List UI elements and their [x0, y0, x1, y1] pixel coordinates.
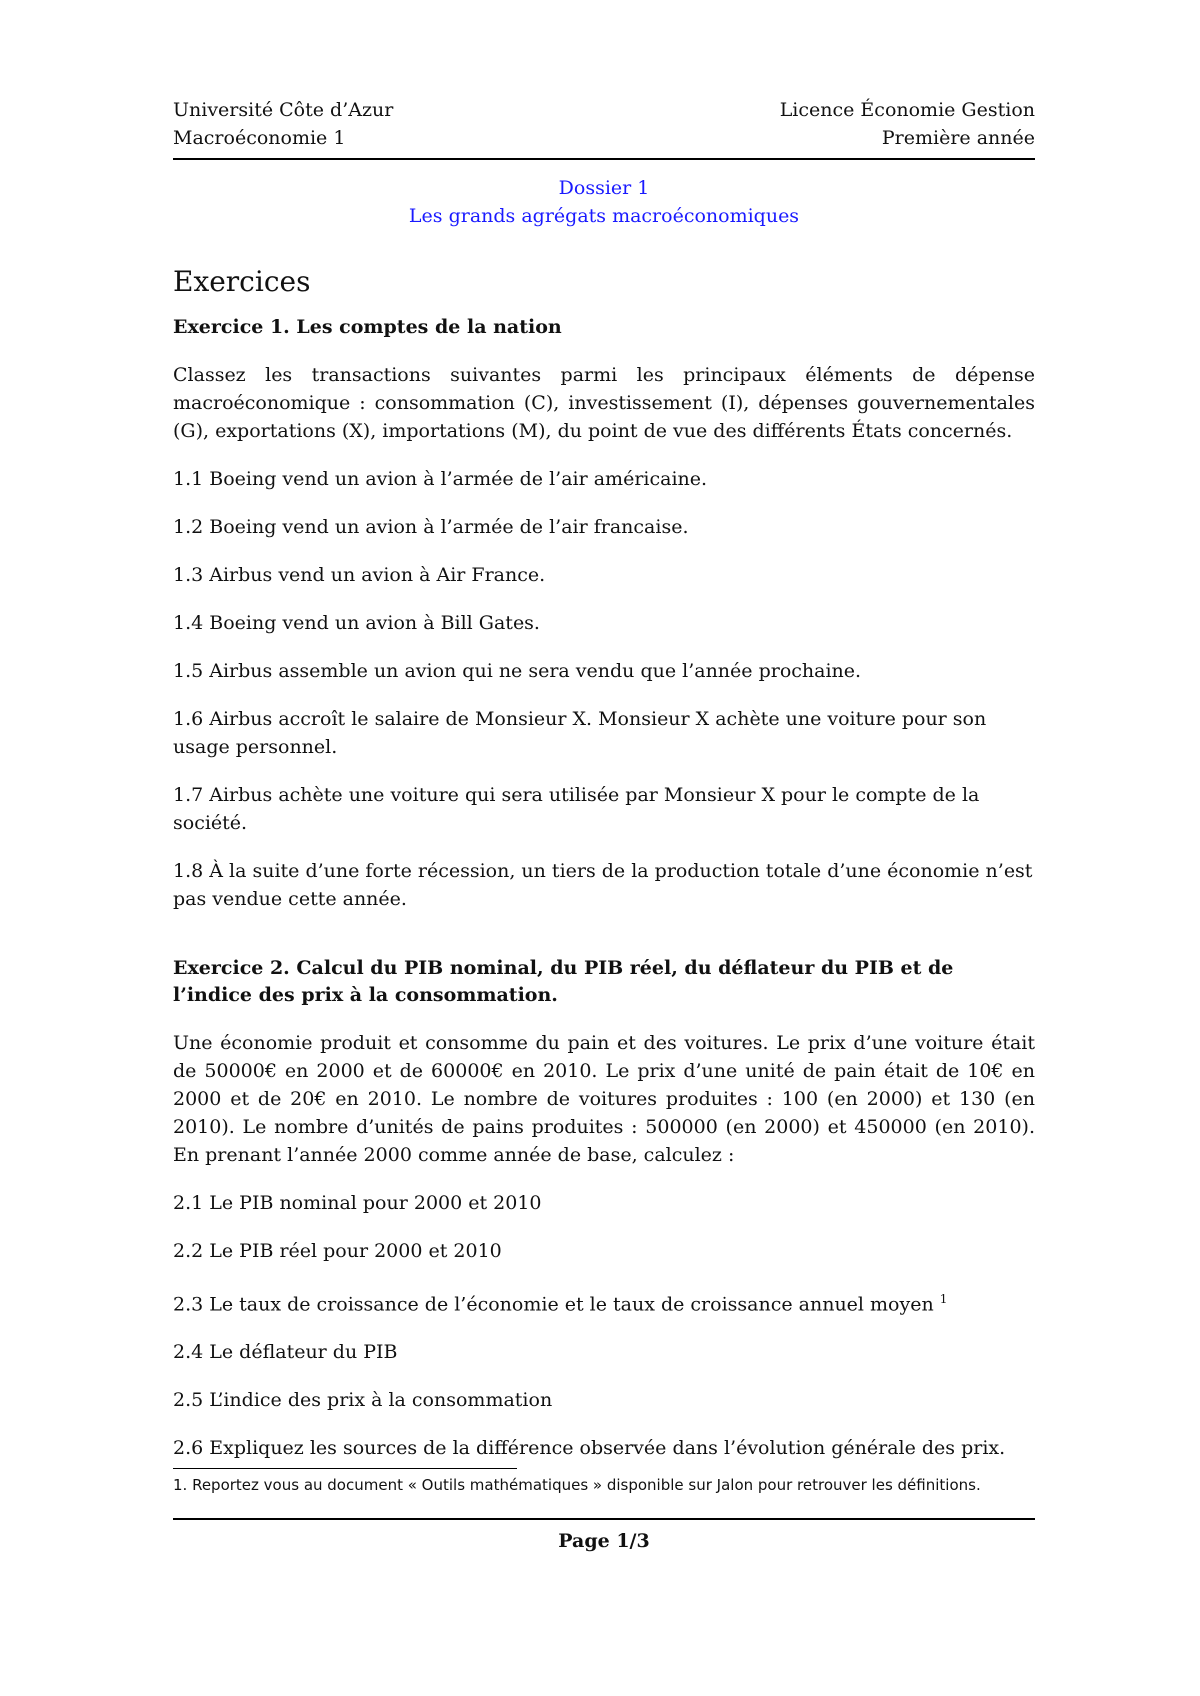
footer-rule — [173, 1518, 1035, 1520]
section-title: Exercices — [173, 265, 311, 298]
exercise1-item: 1.3 Airbus vend un avion à Air France. — [173, 564, 546, 586]
exercise2-item — [173, 1285, 1035, 1318]
header-row-1 — [173, 96, 1035, 124]
exercise2-item: 2.6 Expliquez les sources de la différence observée dans l’évolution générale des prix. — [173, 1437, 1006, 1460]
exercise2-intro: Une économie produit et consomme du pain et des voitures. Le prix d’une voiture était de 50000€ en 2000 et de 60000€ en 2010. Le prix d’une unité de pain était de 10€ en 2000 et de 20€ en 2010. Le nombre de voitures produites : 100 (en 2000) et 130 (en 2010). Le nombre d’unités de pains produites : 500000 (en 2000) et 450000 (en 2010). En prenant l’année 2000 comme année de base, calculez : — [173, 1032, 1035, 1166]
header-rule — [173, 158, 1035, 160]
footnote: 1. Reportez vous au document « Outils mathématiques » disponible sur Jalon pour retrouver les définitions. — [173, 1476, 981, 1495]
year-label: Première année — [881, 127, 1035, 149]
exercise2-item: 2.2 Le PIB réel pour 2000 et 2010 — [173, 1240, 502, 1262]
exercise1-item: 1.4 Boeing vend un avion à Bill Gates. — [173, 612, 540, 634]
footnote-rule — [173, 1468, 517, 1469]
exercise1-title: Exercice 1. Les comptes de la nation — [173, 316, 562, 338]
exercise1-intro: Classez les transactions suivantes parmi les principaux éléments de dépense macroéconomique : consommation (C), investissement (I), dépenses gouvernementales (G), exportations (X), importations (M), du point de vue des différents États concernés. — [173, 364, 1035, 442]
exercise1-item: 1.5 Airbus assemble un avion qui ne sera vendu que l’année prochaine. — [173, 660, 862, 682]
document-page — [173, 96, 1035, 1552]
exercise1-item: 1.6 Airbus accroît le salaire de Monsieur X. Monsieur X achète une voiture pour son usage personnel. — [173, 708, 987, 758]
program-name: Licence Économie Gestion — [779, 99, 1035, 121]
dossier-subtitle: Les grands agrégats macroéconomiques — [408, 205, 800, 227]
exercise1-item: 1.1 Boeing vend un avion à l’armée de l’air américaine. — [173, 468, 708, 490]
course-name: Macroéconomie 1 — [173, 127, 346, 149]
exercise1-item: 1.8 À la suite d’une forte récession, un tiers de la production totale d’une économie n’est pas vendue cette année. — [173, 860, 1033, 910]
footnote-mark: 1 — [939, 1292, 948, 1306]
exercise1-item: 1.2 Boeing vend un avion à l’armée de l’air francaise. — [173, 516, 689, 538]
dossier-title — [173, 174, 1035, 230]
university-name: Université Côte d’Azur — [173, 99, 394, 121]
exercise2-item: 2.5 L’indice des prix à la consommation — [173, 1389, 553, 1412]
dossier-number: Dossier 1 — [558, 177, 650, 199]
exercise2-item-text: 2.3 Le taux de croissance de l’économie et le taux de croissance annuel moyen — [173, 1293, 934, 1316]
page-number: Page 1/3 — [558, 1530, 650, 1553]
header-row-2 — [173, 124, 1035, 152]
exercise2-title: Exercice 2. Calcul du PIB nominal, du PIB réel, du déflateur du PIB et de l’indice des prix à la consommation. — [173, 957, 954, 1006]
exercise2-item: 2.1 Le PIB nominal pour 2000 et 2010 — [173, 1192, 542, 1214]
exercise2-item: 2.4 Le déflateur du PIB — [173, 1341, 398, 1364]
exercise1-item: 1.7 Airbus achète une voiture qui sera utilisée par Monsieur X pour le compte de la société. — [173, 784, 980, 834]
